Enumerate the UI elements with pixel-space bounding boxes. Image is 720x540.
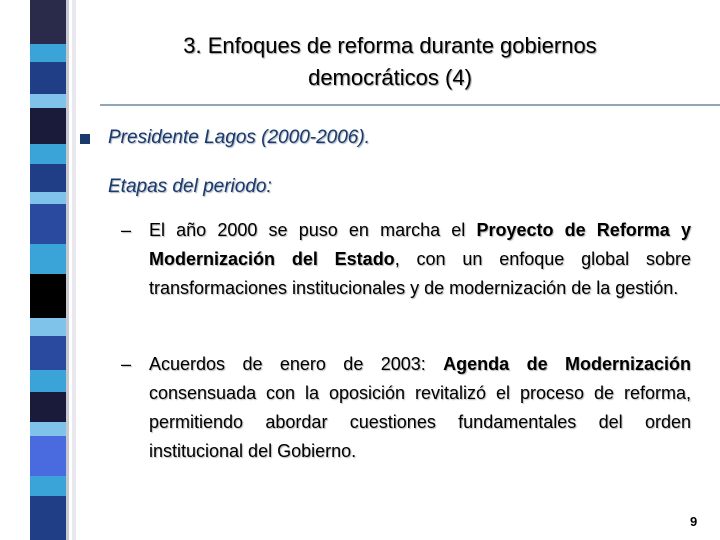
square-bullet-icon (80, 134, 90, 144)
stripe-edge (72, 0, 76, 540)
stripe-block (30, 0, 66, 44)
stripe-block (30, 164, 66, 192)
dash-bullet: – (121, 354, 132, 374)
slide-title-line2: democráticos (4) (308, 65, 472, 90)
list-item-text-bold: Proyecto de Reforma y Modernización del Estado (149, 220, 691, 269)
bullet-main: Presidente Lagos (2000-2006). (108, 127, 370, 148)
stripe-block (30, 318, 66, 336)
list-item-text-a: El año 2000 se puso en marcha el (149, 220, 477, 240)
stripe-block (30, 370, 66, 392)
stripe-block (30, 496, 66, 540)
stripe-block (30, 62, 66, 94)
stripe-block (30, 392, 66, 422)
stripe-shadow (66, 0, 69, 540)
list-item-text-b: consensuada con la oposición revitalizó el proceso de reforma, permitiendo abordar cuestiones fundamentales del orden institucional del Gobierno. (149, 383, 691, 461)
stripe-block (30, 422, 66, 436)
slide-title-line1: 3. Enfoques de reforma durante gobiernos (183, 33, 597, 58)
stripe-block (30, 274, 66, 318)
list-item-text-bold: Agenda de Modernización (443, 354, 691, 374)
list-item-text-b: , con un enfoque global sobre transformaciones institucionales y de modernización de la gestión. (149, 249, 691, 298)
dash-bullet: – (121, 220, 132, 240)
list-item (121, 350, 691, 466)
stripe-block (30, 144, 66, 164)
list-item-text (149, 216, 691, 303)
list-item-text-a: Acuerdos de enero de 2003: (149, 354, 444, 374)
stripe-block (30, 476, 66, 496)
decorative-stripe (0, 0, 76, 540)
stripe-block (30, 44, 66, 62)
bullet-sub: Etapas del periodo: (108, 176, 272, 197)
title-divider (100, 104, 720, 106)
stripe-block (30, 94, 66, 108)
list-item-text (149, 350, 691, 466)
list-item (121, 216, 691, 303)
stripe-block (30, 108, 66, 144)
stripe-block (30, 244, 66, 274)
stripe-block (30, 204, 66, 244)
slide-title (100, 30, 680, 94)
page-number: 9 (690, 514, 698, 529)
stripe-block (30, 336, 66, 370)
stripe-block (30, 192, 66, 204)
stripe-block (30, 436, 66, 476)
